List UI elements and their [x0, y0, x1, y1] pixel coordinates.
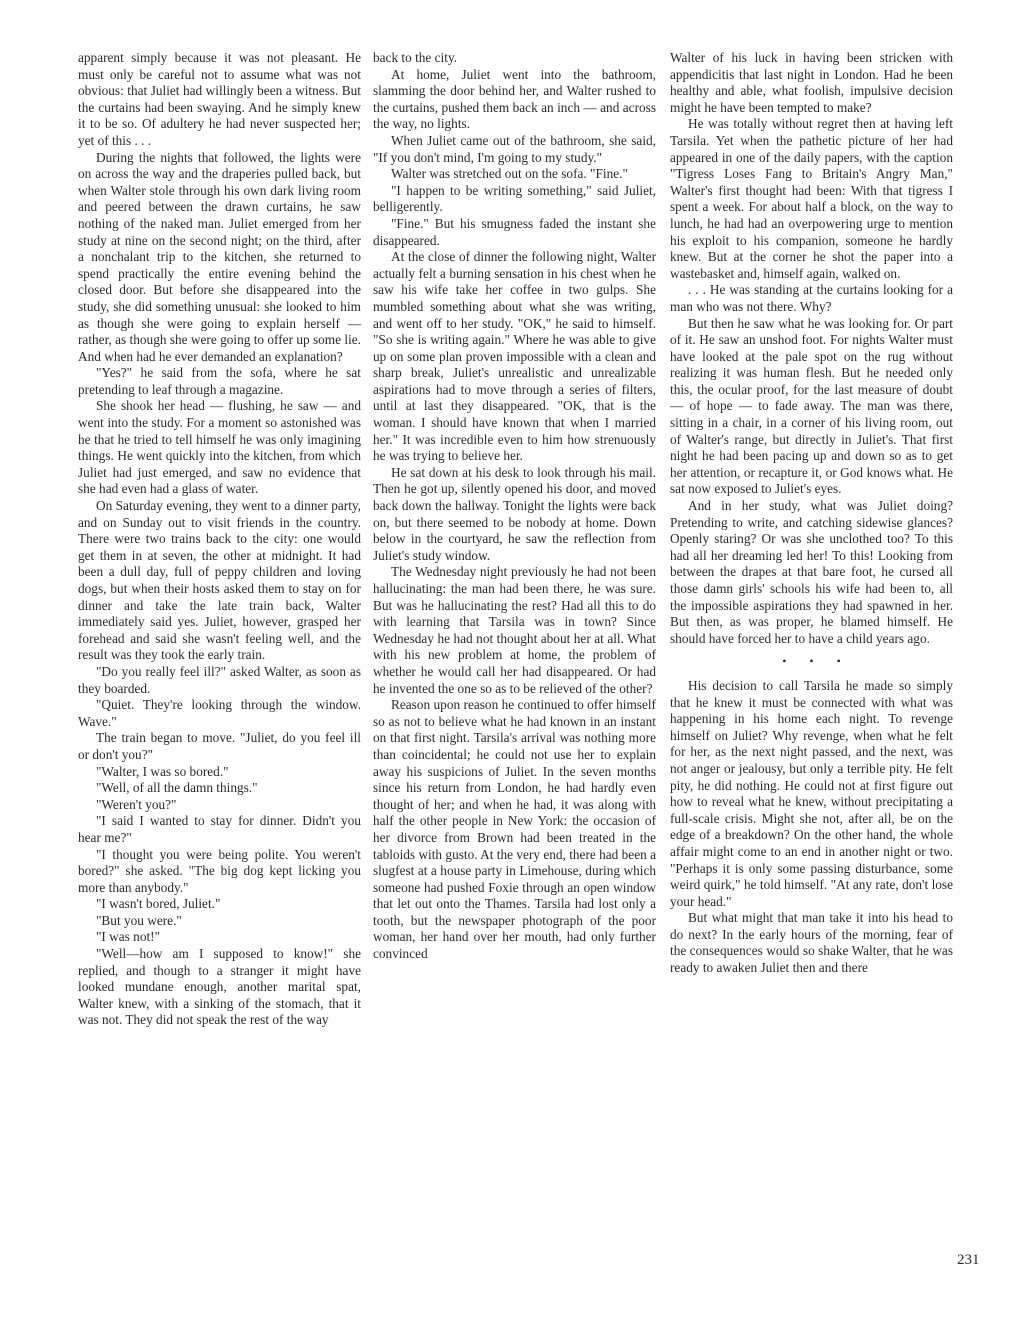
text-column-3 — [670, 50, 953, 977]
paragraph: "I said I wanted to stay for dinner. Didn't you hear me?" — [78, 813, 361, 845]
paragraph: "I thought you were being polite. You weren't bored?" she asked. "The big dog kept licking you more than anybody." — [78, 846, 361, 895]
paragraph: But then he saw what he was looking for. Or part of it. He saw an unshod foot. For nights Walter must have looked at the pale spot on the rug without realizing it was human flesh. But he needed only this, the ocular proof, for the last measure of doubt — of hope — to fade away. The man was there, sitting in a chair, in a corner of his living room, out of Walter's range, but directly in Juliet's. That first night he had been pacing up and down so as to get her attention, or recapture it, or God knows what. He sat now exposed to Juliet's eyes. — [670, 315, 953, 497]
paragraph: back to the city. — [373, 50, 458, 65]
paragraph: "Do you really feel ill?" asked Walter, as soon as they boarded. — [78, 663, 361, 696]
paragraph: "Quiet. They're looking through the window. Wave." — [78, 697, 361, 729]
paragraph: "Well—how am I supposed to know!" she replied, and though to a stranger it might have looked mundane enough, another marital spat, Walter knew, with a sinking of the stomach, that it was not. They did not speak the rest of the way — [78, 946, 361, 1028]
paragraph: "But you were." — [96, 912, 182, 928]
paragraph: At the close of dinner the following night, Walter actually felt a burning sensation in his chest when he saw his wife take her coffee in two gulps. She mumbled something about what she was writing, and went off to her study. "OK," he said to himself. "So she is writing again." Where he was able to give up on some plan proven impossible with a clean and sharp break, Juliet's unrealistic and unrealizable aspirations had to move through a series of filters, until at last they disappeared. "OK, that is the woman. I should have known that when I married her." It was incredible even to him how strenuously he was trying to believe her. — [373, 249, 656, 464]
text-column-1 — [78, 50, 361, 1029]
paragraph: His decision to call Tarsila he made so simply that he knew it must be connected with what was happening in his home each night. To revenge himself on Juliet? Why revenge, when what he felt for her, as the next night passed, and the next, was not anger or jealousy, but only a terrible pity. He felt pity, he did nothing. He could not at first figure out how to reveal what he knew, without precipitating a full-scale crisis. Might she not, after all, be on the edge of a breakdown? On the other hand, the whole affair might come to an end in another night or two. "Perhaps it is only some passing disturbance, some weird quirk," he told himself. "At any rate, don't lose your head." — [670, 677, 953, 909]
paragraph: "I happen to be writing something," said Juliet, belligerently. — [373, 182, 656, 215]
paragraph: Reason upon reason he continued to offer himself so as not to believe what he had known in an instant on that first night. Tarsila's arrival was nothing more than coincidental; he could not use her to explain away his suspicions of Juliet. In the seven months since his return from London, he had hardly even thought of her; and when he had, it was along with half the other people in New York: the occasion of her divorce from Brown had been treated in the tabloids with gusto. At the very end, there had been a slugfest at a house party in Limehouse, during which someone had pushed Foxie through an open window that let out onto the Thames. Tarsila had lost only a tooth, but the newspaper photograph of the poor woman, her hand over her mouth, had only further convinced — [373, 697, 656, 962]
page-number: 231 — [957, 1252, 980, 1268]
paragraph: "Well, of all the damn things." — [96, 780, 258, 796]
paragraph: "Walter, I was so bored." — [96, 763, 229, 779]
paragraph: "I wasn't bored, Juliet." — [96, 896, 221, 912]
paragraph: "Weren't you?" — [96, 796, 177, 812]
paragraph: At home, Juliet went into the bathroom, slamming the door behind her, and Walter rushed to the curtains, pushed them back an inch — and across the way, no lights. — [373, 66, 656, 132]
paragraph: And in her study, what was Juliet doing? Pretending to write, and catching sidewise glances? Openly staring? Or was she unclothed too? To this had all her dreaming led her! To this! Looking from between the drapes at that bare foot, he cursed all those damn girls' schools his wife had been to, all the impossible aspirations they had spawned in her. But then, as was proper, he blamed himself. He should have forced her to have a child years ago. — [670, 498, 953, 646]
text-column-3-part-a — [670, 50, 953, 647]
paragraph: She shook her head — flushing, he saw — and went into the study. For a moment so astonished was he that he tried to tell himself he was only imagining things. He went quickly into the kitchen, from which Juliet had just emerged, and saw no evidence that she had even had a glass of water. — [78, 398, 361, 497]
paragraph: Walter of his luck in having been stricken with appendicitis that last night in London. Had he been healthy and able, what foolish, impulsive decision might he have been tempted to make? — [670, 50, 953, 115]
text-column-2 — [373, 50, 656, 963]
paragraph: "Yes?" he said from the sofa, where he sat pretending to leaf through a magazine. — [78, 365, 361, 397]
paragraph: But what might that man take it into his head to do next? In the early hours of the morning, fear of the consequences would so shake Walter, that he was ready to awaken Juliet then and there — [670, 910, 953, 976]
paragraph: apparent simply because it was not pleasant. He must only be careful not to assume what was not obvious: that Juliet had willingly been a witness. But the curtains had been swaying. And he simply knew it to be so. Of adultery he had never suspected her; yet of this . . . — [78, 50, 361, 148]
paragraph: "I was not!" — [96, 929, 161, 945]
paragraph: When Juliet came out of the bathroom, she said, "If you don't mind, I'm going to my study." — [373, 132, 656, 165]
paragraph: . . . He was standing at the curtains looking for a man who was not there. Why? — [670, 282, 953, 314]
paragraph: He sat down at his desk to look through his mail. Then he got up, silently opened his door, and moved back down the hallway. Tonight the lights were back on, but there seemed to be nobody at home. Down below in the courtyard, he saw the reflection from Juliet's study window. — [373, 464, 656, 563]
text-column-3-part-b — [670, 678, 953, 977]
section-separator: • • • — [782, 654, 851, 669]
paragraph: "Fine." But his smugness faded the instant she disappeared. — [373, 215, 656, 248]
paragraph: On Saturday evening, they went to a dinner party, and on Sunday out to visit friends in the country. There were two trains back to the city: one would get them in at seven, the other at midnight. It had been a dull day, full of peppy children and loving dogs, but when their hosts asked them to stay on for dinner and take the late train back, Walter immediately said yes. Juliet, however, grasped her forehead and said she wasn't feeling well, and the result was they took the early train. — [78, 498, 361, 663]
paragraph: The train began to move. "Juliet, do you feel ill or don't you?" — [78, 730, 361, 762]
paragraph: During the nights that followed, the lights were on across the way and the draperies pulled back, but when Walter stole through his own dark living room and peered between the drawn curtains, he saw nothing of the naked man. Juliet emerged from her study at nine on the second night; on the third, after a nonchalant trip to the kitchen, she returned to spend practically the entire evening behind the closed door. But before she disappeared into the study, she did something unusual: she looked to him as though she were going to explain herself — rather, as though she were going to offer up some lie. And when had he ever demanded an explanation? — [78, 149, 361, 364]
paragraph: He was totally without regret then at having left Tarsila. Yet when the pathetic picture of her had appeared in one of the daily papers, with the caption "Tigress Loses Fang to Britain's Angry Man," Walter's first thought had been: With that tigress I spent a week. For about half a block, on the way to lunch, he had had an overpowering urge to mention his exploit to his companion, someone he hardly knew. But at the corner he shot the paper into a wastebasket and, himself again, walked on. — [670, 116, 953, 281]
paragraph: The Wednesday night previously he had not been hallucinating: the man had been there, he was sure. But was he hallucinating the rest? Had all this to do with learning that Tarsila was in town? Since Wednesday he had not thought about her at all. What with his new problem at home, the problem of whether he would call her had disappeared. Or had he invented the one so as to be relieved of the other? — [373, 564, 656, 696]
paragraph: Walter was stretched out on the sofa. "Fine." — [391, 166, 628, 182]
